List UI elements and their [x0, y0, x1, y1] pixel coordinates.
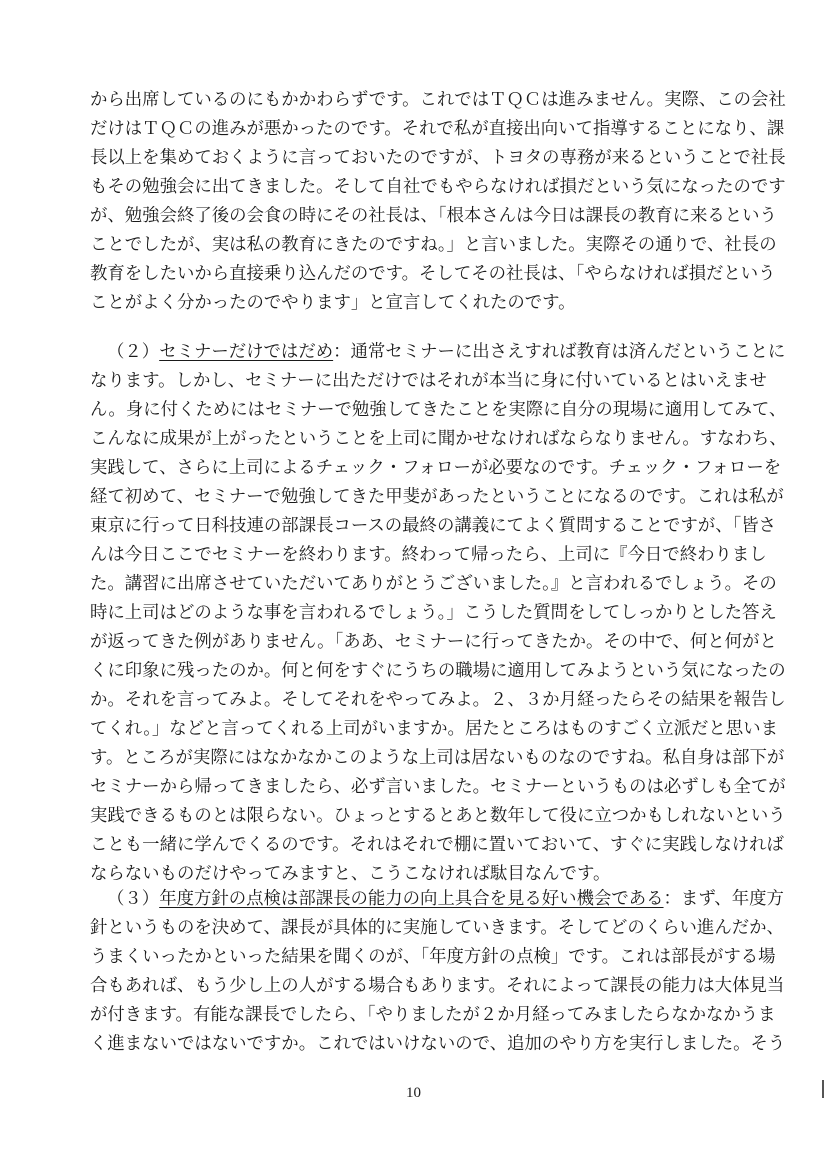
- paragraph-continued: [90, 86, 786, 318]
- text-line: だけはＴＱＣの進みが悪かったのです。それで私が直接出向いて指導することになり、課: [90, 119, 785, 139]
- scan-edge-mark: [822, 1080, 824, 1098]
- text-line: もその勉強会に出てきました。そして自社でもやらなければ損だという気になったのです: [90, 177, 786, 197]
- text-line: 東京に行って日科技連の部課長コースの最終の講義にてよく質問することですが、「皆さ: [90, 516, 777, 536]
- text-line: から出席しているのにもかかわらずです。これではＴＱＣは進みません。実際、この会社: [90, 90, 786, 110]
- text-line: ことも一緒に学んでくるのです。それはそれで棚に置いておいて、すぐに実践しなければ: [90, 835, 784, 855]
- text-line: ならないものだけやってみますと、こうこなければ駄目なんです。: [90, 864, 611, 884]
- text-line: 長以上を集めておくように言っておいたのですが、トヨタの専務が来るということで社長: [90, 148, 786, 168]
- section-heading: セミナーだけではだめ: [159, 342, 334, 362]
- page-number: 10: [406, 1085, 421, 1101]
- text-line: んは今日ここでセミナーを終わります。終わって帰ったら、上司に『今日で終わりまし: [90, 545, 767, 565]
- text-line: てくれ。」などと言ってくれる上司がいますか。居たところはものすごく立派だと思いま: [90, 719, 778, 739]
- section-first-text: ：通常セミナーに出さえすれば教育は済んだということに: [333, 342, 786, 362]
- text-line: く進まないではないですか。これではいけないので、追加のやり方を実行しました。そう: [90, 1034, 786, 1054]
- text-line: ことがよく分かったのでやります」と宣言してくれたのです。: [90, 293, 576, 313]
- text-line: ことでしたが、実は私の教育にきたのですね。」と言いました。実際その通りで、社長の: [90, 235, 777, 255]
- text-line: セミナーから帰ってきましたら、必ず言いました。セミナーというものは必ずしも全てが: [90, 777, 786, 797]
- text-line: うまくいったかといった結果を聞くのが、「年度方針の点検」です。これは部長がする場: [90, 947, 776, 967]
- section-first-line: [90, 885, 784, 914]
- section-first-line: [90, 338, 786, 367]
- text-line: が付きます。有能な課長でしたら、「やりましたが２か月経ってみましたらなかなかうま: [90, 1005, 776, 1025]
- text-line: が返ってきた例がありません。「ああ、セミナーに行ってきたか。その中で、何と何がと: [90, 632, 777, 652]
- text-line: 合もあれば、もう少し上の人がする場合もあります。それによって課長の能力は大体見当: [90, 976, 785, 996]
- text-line: こんなに成果が上がったということを上司に聞かせなければならなりません。すなわち、: [90, 429, 787, 449]
- text-line: 実践して、さらに上司によるチェック・フォローが必要なのです。チェック・フォローを: [90, 458, 782, 478]
- section-first-text: ：まず、年度方: [663, 889, 784, 909]
- section-number: （３）: [107, 889, 160, 909]
- section-annual-policy: [90, 885, 786, 1059]
- text-line: 経て初めて、セミナーで勉強してきた甲斐があったということになるのです。これは私が: [90, 487, 784, 507]
- section-heading: 年度方針の点検は部課長の能力の向上具合を見る好い機会である: [159, 889, 664, 909]
- text-line: た。講習に出席させていただいてありがとうございました。』と言われるでしょう。その: [90, 574, 777, 594]
- text-line: 教育をしたいから直接乗り込んだのです。そしてその社長は、「やらなければ損だという: [90, 264, 776, 284]
- text-line: 針というものを決めて、課長が具体的に実施していきます。そしてどのくらい進んだか、: [90, 918, 784, 938]
- text-line: か。それを言ってみよ。そしてそれをやってみよ。２、３か月経ったらその結果を報告し: [90, 690, 786, 710]
- text-line: くに印象に残ったのか。何と何をすぐにうちの職場に適用してみようという気になったの: [90, 661, 786, 681]
- text-line: なります。しかし、セミナーに出ただけではそれが本当に身に付いているとはいえませ: [90, 371, 767, 391]
- text-line: が、勉強会終了後の会食の時にその社長は、「根本さんは今日は課長の教育に来るという: [90, 206, 777, 226]
- section-seminar: [90, 338, 787, 889]
- section-number: （２）: [107, 342, 160, 362]
- text-line: す。ところが実際にはなかなかこのような上司は居ないものなのですね。私自身は部下が: [90, 748, 785, 768]
- text-line: ん。身に付くためにはセミナーで勉強してきたことを実際に自分の現場に適用してみて、: [90, 400, 787, 420]
- text-line: 実践できるものとは限らない。ひょっとするとあと数年して役に立つかもしれないという: [90, 806, 786, 826]
- text-line: 時に上司はどのような事を言われるでしょう。」こうした質問をしてしっかりとした答え: [90, 603, 777, 623]
